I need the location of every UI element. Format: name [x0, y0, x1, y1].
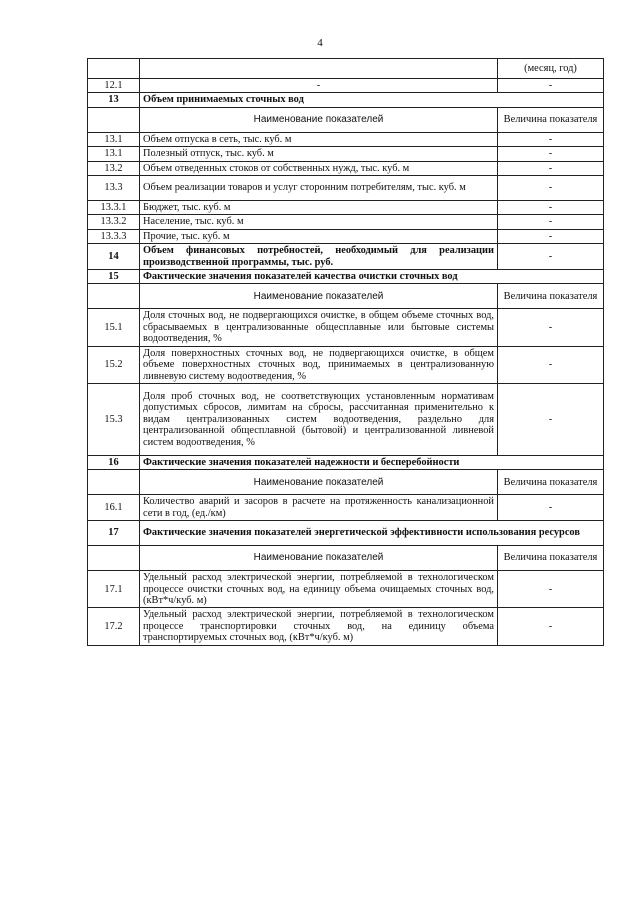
row-name: Удельный расход электрической энергии, потребляемой в технологическом процессе очистки сточных вод, на единицу объема очищаемых сточных вод, (кВт*ч/куб. м): [140, 571, 498, 608]
row-value: -: [498, 244, 604, 270]
section-title: Объем финансовых потребностей, необходимый для реализации производственной программы, тыс. руб.: [140, 244, 498, 270]
row-value: -: [498, 79, 604, 93]
row-name: Объем реализации товаров и услуг сторонним потребителям, тыс. куб. м: [140, 176, 498, 201]
table-row: [88, 346, 604, 383]
row-value: -: [498, 383, 604, 455]
table-row: [88, 161, 604, 175]
table-cell: [88, 284, 140, 309]
table-cell: [140, 59, 498, 79]
section-row: [88, 93, 604, 107]
table-row: [88, 215, 604, 229]
section-number: 16: [88, 455, 140, 469]
table-row: [88, 229, 604, 243]
table-row: [88, 495, 604, 521]
section-title: Объем принимаемых сточных вод: [140, 93, 604, 107]
row-number: 13.1: [88, 132, 140, 146]
row-number: 13.1: [88, 147, 140, 161]
row-number: 12.1: [88, 79, 140, 93]
row-name: Полезный отпуск, тыс. куб. м: [140, 147, 498, 161]
table-row: [88, 132, 604, 146]
section-title: Фактические значения показателей энергетической эффективности использования ресурсов: [140, 521, 604, 546]
row-name: Доля проб сточных вод, не соответствующих установленным нормативам допустимых сбросов, лимитам на сбросы, рассчитанная применительно к видам централизованных систем водоотведения, раздельно для централизованной общесплавной (бытовой) и централизованной ливневой систем водоотведения, %: [140, 383, 498, 455]
name-header: Наименование показателей: [140, 470, 498, 495]
value-header: Величина показателя: [498, 107, 604, 132]
row-number: 17.1: [88, 571, 140, 608]
row-name: Прочие, тыс. куб. м: [140, 229, 498, 243]
row-number: 17.2: [88, 608, 140, 645]
table-row: [88, 59, 604, 79]
row-name: Объем отпуска в сеть, тыс. куб. м: [140, 132, 498, 146]
name-header: Наименование показателей: [140, 284, 498, 309]
indicators-table: [87, 58, 604, 646]
row-name: Доля поверхностных сточных вод, не подвергающихся очистке, в общем объеме поверхностных сточных вод, принимаемых в централизованную ливневую систему водоотведения, %: [140, 346, 498, 383]
section-row: [88, 455, 604, 469]
value-header: Величина показателя: [498, 470, 604, 495]
section-number: 17: [88, 521, 140, 546]
row-name: Бюджет, тыс. куб. м: [140, 201, 498, 215]
table-row: [88, 201, 604, 215]
table-cell: [88, 59, 140, 79]
row-value: -: [498, 495, 604, 521]
row-name: Объем отведенных стоков от собственных нужд, тыс. куб. м: [140, 161, 498, 175]
row-value: -: [498, 309, 604, 346]
row-value: -: [498, 346, 604, 383]
row-value: -: [498, 229, 604, 243]
row-name: Удельный расход электрической энергии, потребляемой в технологическом процессе транспортировки сточных вод, на единицу объема транспортируемых сточных вод, (кВт*ч/куб. м): [140, 608, 498, 645]
row-name: Население, тыс. куб. м: [140, 215, 498, 229]
row-value: -: [498, 201, 604, 215]
unit-cell: (месяц, год): [498, 59, 604, 79]
section-number: 13: [88, 93, 140, 107]
row-name: Количество аварий и засоров в расчете на протяженность канализационной сети в год, (ед./км): [140, 495, 498, 521]
table-row: [88, 383, 604, 455]
row-number: 16.1: [88, 495, 140, 521]
row-number: 15.3: [88, 383, 140, 455]
row-value: -: [498, 176, 604, 201]
table-cell: [88, 470, 140, 495]
row-number: 13.3: [88, 176, 140, 201]
row-number: 15.2: [88, 346, 140, 383]
section-number: 15: [88, 270, 140, 284]
row-name: Доля сточных вод, не подвергающихся очистке, в общем объеме сточных вод, сбрасываемых в централизованные общесплавные или бытовые системы водоотведения, %: [140, 309, 498, 346]
table-row: [88, 608, 604, 645]
header-row: [88, 284, 604, 309]
row-number: 13.2: [88, 161, 140, 175]
row-value: -: [498, 132, 604, 146]
section-number: 14: [88, 244, 140, 270]
value-header: Величина показателя: [498, 284, 604, 309]
page-number: 4: [317, 37, 323, 49]
table-row: [88, 571, 604, 608]
row-name: -: [140, 79, 498, 93]
row-value: -: [498, 215, 604, 229]
name-header: Наименование показателей: [140, 546, 498, 571]
row-number: 13.3.1: [88, 201, 140, 215]
row-value: -: [498, 147, 604, 161]
header-row: [88, 546, 604, 571]
table-cell: [88, 546, 140, 571]
section-title: Фактические значения показателей качества очистки сточных вод: [140, 270, 604, 284]
row-value: -: [498, 608, 604, 645]
row-value: -: [498, 571, 604, 608]
section-title: Фактические значения показателей надежности и бесперебойности: [140, 455, 604, 469]
row-number: 13.3.2: [88, 215, 140, 229]
table-row: [88, 79, 604, 93]
header-row: [88, 470, 604, 495]
row-number: 15.1: [88, 309, 140, 346]
section-row: [88, 270, 604, 284]
section-row: [88, 244, 604, 270]
header-row: [88, 107, 604, 132]
table-cell: [88, 107, 140, 132]
section-row: [88, 521, 604, 546]
table-row: [88, 309, 604, 346]
value-header: Величина показателя: [498, 546, 604, 571]
table-row: [88, 176, 604, 201]
name-header: Наименование показателей: [140, 107, 498, 132]
row-number: 13.3.3: [88, 229, 140, 243]
table-row: [88, 147, 604, 161]
row-value: -: [498, 161, 604, 175]
